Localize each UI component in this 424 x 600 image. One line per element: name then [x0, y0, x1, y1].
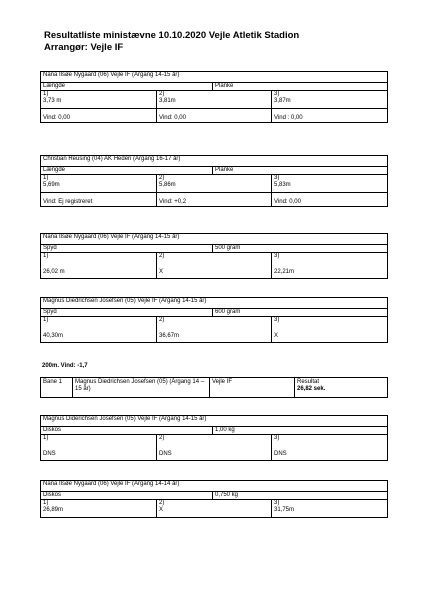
attempt-result: 40,30m: [43, 333, 64, 339]
result-table-1: [40, 71, 388, 123]
attempt-1: 1) 5,69m: [41, 175, 157, 193]
attempt-result: DNS: [159, 451, 172, 457]
attempt-1: 1) 3,73 m: [41, 91, 157, 109]
event-extra: 600 gram: [213, 309, 388, 317]
attempt-result: 22,21m: [274, 269, 295, 275]
attempt-result: 26,89m: [43, 507, 64, 513]
attempt-3: 3) 22,21m: [272, 253, 388, 279]
attempt-1: 1) 26,89m: [41, 500, 157, 518]
attempt-3: 3) 3,87m: [272, 91, 388, 109]
attempt-result: 31,75m: [274, 507, 295, 513]
athlete-name: Magnus Diedrichsen Josefsen (05) Vejle IF (Årgang 14-15 år): [41, 298, 388, 309]
event-extra: Planke: [213, 167, 388, 175]
sprint-athlete: Magnus Diedrichsen Josefsen (05) (Årgang 14 – 15 år): [73, 378, 210, 398]
event-name: Diskos: [41, 492, 213, 500]
athlete-name: Magnus Diderichsen Josefsen (05) Vejle IF (Årgang 14-15 år): [41, 416, 388, 427]
attempt-result: 5,86m: [159, 182, 176, 188]
athlete-name: Christian Reusing (04) AK Heden (Årgang 16-17 år): [41, 156, 388, 167]
attempt-3: 3) 31,75m: [272, 500, 388, 518]
result-table-4: [40, 297, 388, 343]
event-name: Længde: [41, 167, 213, 175]
lane-number: Bane 1: [41, 378, 73, 398]
wind-1: Vind: 0,00: [41, 109, 157, 123]
attempt-1: 1) 26,02 m: [41, 253, 157, 279]
attempt-result: X: [274, 333, 279, 339]
organizer: Arrangør: Vejle IF: [44, 42, 124, 53]
event-extra: 1,00 kg: [213, 427, 388, 435]
attempt-2: 2) 36,67m: [157, 317, 272, 343]
event-extra: 500 gram: [213, 245, 388, 253]
result-table-2: [40, 155, 388, 207]
attempt-2: 2) X: [157, 500, 272, 518]
attempt-2: 2) 3,81m: [157, 91, 272, 109]
attempt-result: 3,87m: [274, 98, 291, 104]
attempt-result: 3,73 m: [43, 98, 62, 104]
attempt-3: 3) DNS: [272, 435, 388, 461]
attempt-3: 3) X: [272, 317, 388, 343]
wind-2: Vind: +0,2: [157, 193, 272, 207]
wind-3: Vind : 0,00: [272, 109, 388, 123]
attempt-result: 26,02 m: [43, 269, 65, 275]
wind-3: Vind: 0,00: [272, 193, 388, 207]
attempt-3: 3) 5,83m: [272, 175, 388, 193]
athlete-name: Nana Ilsøe Nygaard (06) Vejle IF (Årgang 14-15 år): [41, 234, 388, 245]
wind-2: Vind: 0,00: [157, 109, 272, 123]
attempt-result: X: [159, 507, 164, 513]
event-name: Diskos: [41, 427, 213, 435]
sprint-time: 26,82 sek.: [297, 386, 326, 392]
event-extra: 0,750 kg: [213, 492, 388, 500]
event-name: Spyd: [41, 245, 213, 253]
event-extra: Planke: [213, 83, 388, 91]
athlete-name: Nana Ilsøe Nygaard (06) Vejle IF (Årgang 14-14 år): [41, 481, 388, 492]
sprint-club: Vejle IF: [210, 378, 295, 398]
attempt-2: 2) 5,86m: [157, 175, 272, 193]
attempt-2: 2) X: [157, 253, 272, 279]
attempt-result: 5,83m: [274, 182, 291, 188]
event-name: Længde: [41, 83, 213, 91]
result-table-3: [40, 233, 388, 279]
attempt-result: DNS: [274, 451, 287, 457]
sprint-result: Resultat 26,82 sek.: [295, 378, 388, 398]
sprint-lane-table: [40, 377, 388, 398]
attempt-result: 5,69m: [43, 182, 60, 188]
page-title: Resultatliste ministævne 10.10.2020 Vejle Atletik Stadion: [44, 30, 300, 41]
attempt-result: DNS: [43, 451, 56, 457]
attempt-1: 1) 40,30m: [41, 317, 157, 343]
result-table-5: [40, 415, 388, 461]
attempt-1: 1) DNS: [41, 435, 157, 461]
event-name: Spyd: [41, 309, 213, 317]
attempt-result: X: [159, 269, 164, 275]
wind-1: Vind: Ej registreret: [41, 193, 157, 207]
attempt-2: 2) DNS: [157, 435, 272, 461]
result-table-6: [40, 480, 388, 518]
attempt-result: 3,81m: [159, 98, 176, 104]
sprint-wind-note: 200m. Vind: -1,7: [42, 363, 88, 369]
attempt-result: 36,67m: [159, 333, 180, 339]
athlete-name: Nana Ilsøe Nygaard (06) Vejle IF (Årgang 14-15 år): [41, 72, 388, 83]
